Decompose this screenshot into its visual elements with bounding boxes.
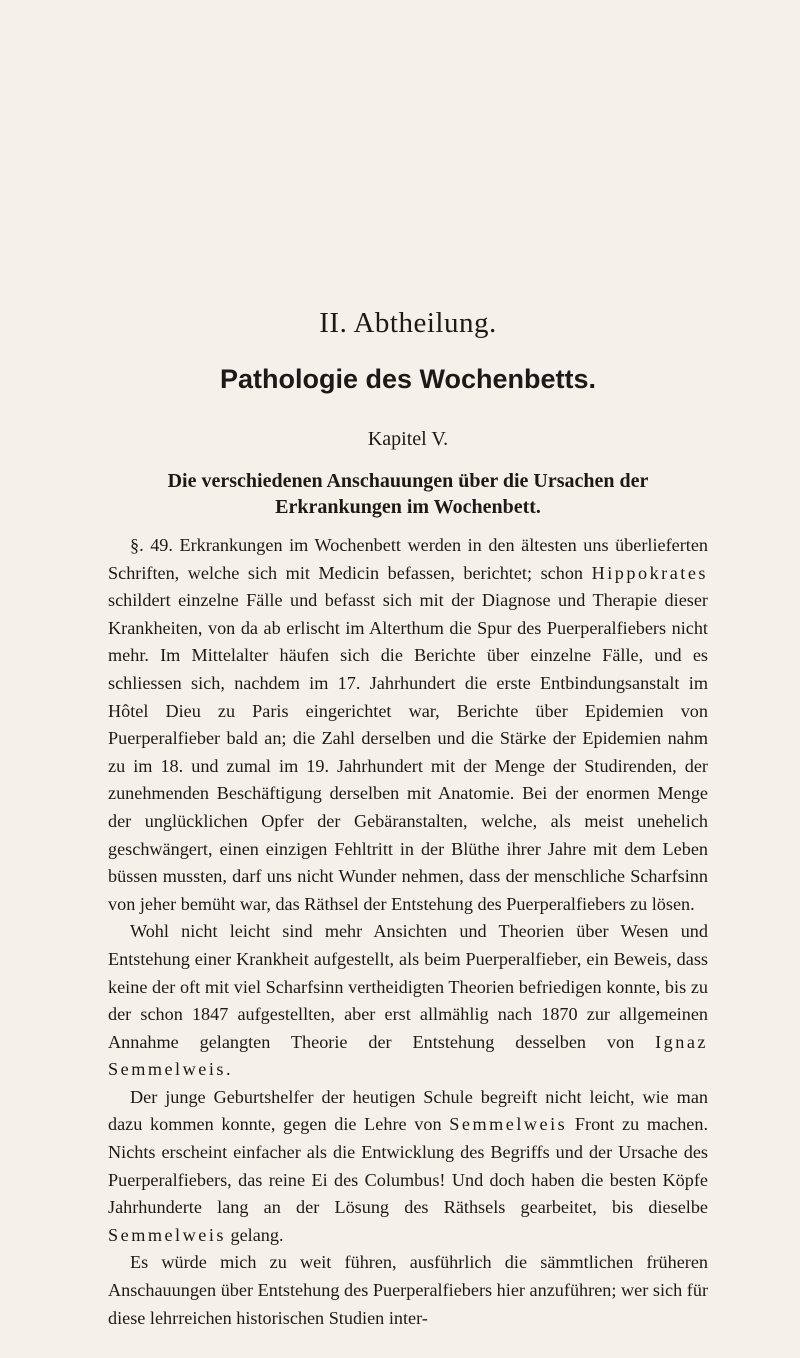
paragraph-2: [108, 918, 708, 1084]
paragraph-3: [108, 1084, 708, 1250]
paragraph-1: [108, 532, 708, 918]
paragraph-4: [108, 1249, 708, 1332]
paragraph-1-part-b: schildert einzelne Fälle und befasst sich mit der Diagnose und Therapie dieser Krankheiten, von da ab erlischt im Alterthum die Spur des Puerperalfiebers nicht mehr. Im Mittelalter häufen sich die Berichte über einzelne Fälle, und es schliessen sich, nachdem im 17. Jahrhundert die erste Entbindungsanstalt im Hôtel Dieu zu Paris eingerichtet war, Berichte über Epidemien von Puerperalfieber bald an; die Zahl derselben und die Stärke der Epidemien nahm zu im 18. und zumal im 19. Jahrhundert mit der Menge der Studirenden, der zunehmenden Beschäftigung derselben mit Anatomie. Bei der enormen Menge der unglücklichen Opfer der Gebäranstalten, welche, als meist unehelich geschwängert, einen einzigen Fehltritt in der Blüthe ihrer Jahre mit dem Leben büssen mussten, darf uns nicht Wunder nehmen, dass der menschliche Scharfsinn von jeher bemüht war, das Räthsel der Entstehung des Puerperalfiebers zu lösen.: [108, 590, 708, 914]
paragraph-1-part-a: §. 49. Erkrankungen im Wochenbett werden in den ältesten uns überlieferten Schriften, welche sich mit Medicin befassen, berichtet; schon: [108, 535, 708, 583]
chapter-title: [108, 468, 708, 520]
author-name: Semmelweis: [449, 1114, 568, 1135]
author-name: Semmelweis: [108, 1224, 226, 1245]
book-page: [108, 270, 708, 1332]
paragraph-3-part-c: gelang.: [225, 1224, 284, 1245]
author-name: Ignaz Semmelweis: [108, 1031, 708, 1080]
paragraph-2-part-a: Wohl nicht leicht sind mehr Ansichten und Theorien über Wesen und Entstehung einer Krankheit aufgestellt, als beim Puerperalfieber, ein Beweis, dass keine der oft mit viel Scharfsinn vertheidigten Theorien befriedigen konnte, bis zu der schon 1847 aufgestellten, aber erst allmählig nach 1870 zur allgemeinen Annahme gelangten Theorie der Entstehung desselben von: [108, 921, 708, 1052]
paragraph-4-text: Es würde mich zu weit führen, ausführlich die sämmtlichen früheren Anschauungen über Entstehung des Puerperalfiebers hier anzuführen; wer sich für diese lehrreichen historischen Studien inter-: [108, 1252, 708, 1328]
paragraph-3-part-b: Front zu machen. Nichts erscheint einfacher als die Entwicklung des Begriffs und der Ursache des Puerperalfiebers, das reine Ei des Columbus! Und doch haben die besten Köpfe Jahrhunderte lang an der Lösung des Räthsels gearbeitet, bis dieselbe: [108, 1114, 708, 1218]
chapter-label: Kapitel V.: [367, 428, 449, 450]
author-name: Hippokrates: [591, 562, 708, 583]
paragraph-2-part-b: .: [225, 1059, 231, 1080]
part-title: II. Abtheilung.: [319, 307, 497, 339]
chapter-title-line-1: Die verschiedenen Anschauungen über die Ursachen der: [167, 470, 649, 492]
body-text: [108, 532, 708, 1332]
section-title: Pathologie des Wochenbetts.: [219, 364, 597, 394]
paragraph-3-part-a: Der junge Geburtshelfer der heutigen Schule begreift nicht leicht, wie man dazu kommen konnte, gegen die Lehre von: [108, 1086, 708, 1135]
chapter-title-line-2: Erkrankungen im Wochenbett.: [275, 496, 541, 518]
